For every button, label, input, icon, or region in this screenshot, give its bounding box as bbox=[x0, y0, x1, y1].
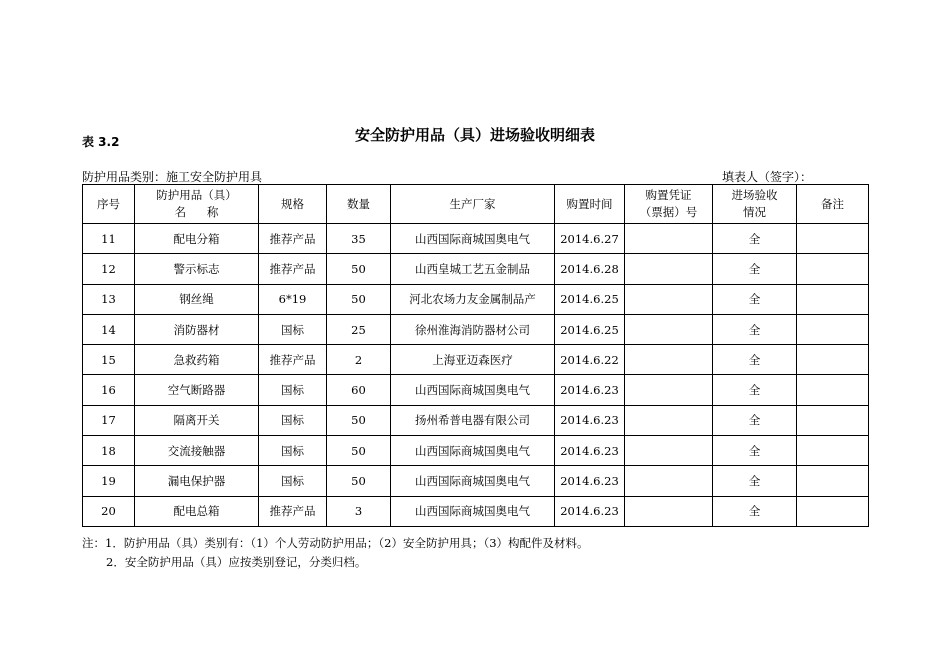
cell-qty: 35 bbox=[327, 224, 391, 254]
cell-manufacturer: 徐州淮海消防器材公司 bbox=[391, 314, 555, 344]
cell-manufacturer: 河北农场力友金属制品产 bbox=[391, 284, 555, 314]
cell-purchase-date: 2014.6.27 bbox=[555, 224, 625, 254]
cell-qty: 50 bbox=[327, 436, 391, 466]
cell-acceptance-status: 全 bbox=[713, 405, 797, 435]
cell-remark bbox=[797, 466, 869, 496]
header-purchase-date: 购置时间 bbox=[555, 185, 625, 224]
acceptance-table bbox=[82, 184, 869, 527]
cell-voucher bbox=[625, 405, 713, 435]
cell-seq: 11 bbox=[83, 224, 135, 254]
cell-remark bbox=[797, 375, 869, 405]
cell-purchase-date: 2014.6.23 bbox=[555, 466, 625, 496]
table-row bbox=[83, 436, 869, 466]
cell-qty: 60 bbox=[327, 375, 391, 405]
cell-manufacturer: 山西国际商城国奥电气 bbox=[391, 466, 555, 496]
cell-product-name: 配电分箱 bbox=[135, 224, 259, 254]
cell-seq: 18 bbox=[83, 436, 135, 466]
table-row bbox=[83, 314, 869, 344]
document-title: 安全防护用品（具）进场验收明细表 bbox=[354, 126, 595, 144]
table-row bbox=[83, 284, 869, 314]
cell-acceptance-status: 全 bbox=[713, 254, 797, 284]
cell-purchase-date: 2014.6.25 bbox=[555, 314, 625, 344]
cell-spec: 国标 bbox=[259, 466, 327, 496]
cell-voucher bbox=[625, 284, 713, 314]
table-row bbox=[83, 345, 869, 375]
category-label: 防护用品类别：施工安全防护用具 bbox=[82, 170, 263, 184]
header-qty: 数量 bbox=[327, 185, 391, 224]
cell-manufacturer: 山西皇城工艺五金制品 bbox=[391, 254, 555, 284]
table-number: 表 3.2 bbox=[82, 135, 120, 149]
cell-purchase-date: 2014.6.23 bbox=[555, 496, 625, 526]
header-remark: 备注 bbox=[797, 185, 869, 224]
cell-voucher bbox=[625, 375, 713, 405]
cell-manufacturer: 山西国际商城国奥电气 bbox=[391, 375, 555, 405]
cell-acceptance-status: 全 bbox=[713, 314, 797, 344]
cell-voucher bbox=[625, 254, 713, 284]
header-product-name-line2: 名称 bbox=[174, 205, 240, 219]
cell-voucher bbox=[625, 496, 713, 526]
cell-acceptance-status: 全 bbox=[713, 284, 797, 314]
cell-spec: 国标 bbox=[259, 405, 327, 435]
cell-product-name: 配电总箱 bbox=[135, 496, 259, 526]
cell-qty: 50 bbox=[327, 405, 391, 435]
cell-product-name: 急救药箱 bbox=[135, 345, 259, 375]
note-1: 注：1．防护用品（具）类别有：（1）个人劳动防护用品；（2）安全防护用具；（3）构配件及材料。 bbox=[82, 536, 589, 550]
cell-seq: 20 bbox=[83, 496, 135, 526]
cell-purchase-date: 2014.6.23 bbox=[555, 436, 625, 466]
header-seq: 序号 bbox=[83, 185, 135, 224]
cell-seq: 12 bbox=[83, 254, 135, 284]
cell-purchase-date: 2014.6.23 bbox=[555, 375, 625, 405]
cell-acceptance-status: 全 bbox=[713, 466, 797, 496]
cell-remark bbox=[797, 254, 869, 284]
cell-product-name: 钢丝绳 bbox=[135, 284, 259, 314]
cell-purchase-date: 2014.6.28 bbox=[555, 254, 625, 284]
cell-manufacturer: 山西国际商城国奥电气 bbox=[391, 436, 555, 466]
cell-remark bbox=[797, 405, 869, 435]
table-row bbox=[83, 466, 869, 496]
cell-qty: 50 bbox=[327, 254, 391, 284]
cell-spec: 国标 bbox=[259, 314, 327, 344]
header-row bbox=[83, 185, 869, 224]
cell-acceptance-status: 全 bbox=[713, 345, 797, 375]
cell-spec: 推荐产品 bbox=[259, 345, 327, 375]
cell-remark bbox=[797, 314, 869, 344]
filler-signature-label: 填表人（签字）： bbox=[722, 170, 813, 184]
header-manufacturer: 生产厂家 bbox=[391, 185, 555, 224]
cell-seq: 19 bbox=[83, 466, 135, 496]
cell-qty: 2 bbox=[327, 345, 391, 375]
cell-remark bbox=[797, 496, 869, 526]
cell-seq: 16 bbox=[83, 375, 135, 405]
cell-purchase-date: 2014.6.23 bbox=[555, 405, 625, 435]
notes-section bbox=[82, 534, 589, 572]
cell-voucher bbox=[625, 224, 713, 254]
cell-acceptance-status: 全 bbox=[713, 375, 797, 405]
note-2: 2．安全防护用品（具）应按类别登记，分类归档。 bbox=[106, 555, 367, 569]
header-status-line2: 情况 bbox=[743, 205, 766, 219]
header-product-name bbox=[135, 185, 259, 224]
cell-product-name: 空气断路器 bbox=[135, 375, 259, 405]
header-acceptance-status bbox=[713, 185, 797, 224]
cell-remark bbox=[797, 284, 869, 314]
cell-purchase-date: 2014.6.25 bbox=[555, 284, 625, 314]
cell-product-name: 交流接触器 bbox=[135, 436, 259, 466]
cell-product-name: 消防器材 bbox=[135, 314, 259, 344]
cell-spec: 6*19 bbox=[259, 284, 327, 314]
cell-voucher bbox=[625, 345, 713, 375]
cell-voucher bbox=[625, 436, 713, 466]
cell-qty: 50 bbox=[327, 466, 391, 496]
cell-remark bbox=[797, 436, 869, 466]
cell-acceptance-status: 全 bbox=[713, 496, 797, 526]
header-product-name-line1: 防护用品（具） bbox=[156, 188, 237, 202]
table-row bbox=[83, 254, 869, 284]
cell-seq: 15 bbox=[83, 345, 135, 375]
cell-voucher bbox=[625, 314, 713, 344]
table-row bbox=[83, 375, 869, 405]
cell-spec: 推荐产品 bbox=[259, 254, 327, 284]
cell-product-name: 漏电保护器 bbox=[135, 466, 259, 496]
cell-remark bbox=[797, 345, 869, 375]
header-voucher bbox=[625, 185, 713, 224]
cell-qty: 3 bbox=[327, 496, 391, 526]
cell-seq: 13 bbox=[83, 284, 135, 314]
table-row bbox=[83, 224, 869, 254]
cell-voucher bbox=[625, 466, 713, 496]
cell-manufacturer: 扬州希普电器有限公司 bbox=[391, 405, 555, 435]
cell-qty: 25 bbox=[327, 314, 391, 344]
header-status-line1: 进场验收 bbox=[731, 188, 778, 202]
header-voucher-line2: （票据）号 bbox=[639, 205, 698, 219]
cell-product-name: 警示标志 bbox=[135, 254, 259, 284]
table-row bbox=[83, 496, 869, 526]
header-voucher-line1: 购置凭证 bbox=[645, 188, 692, 202]
cell-manufacturer: 上海亚迈森医疗 bbox=[391, 345, 555, 375]
cell-acceptance-status: 全 bbox=[713, 224, 797, 254]
cell-manufacturer: 山西国际商城国奥电气 bbox=[391, 224, 555, 254]
cell-seq: 17 bbox=[83, 405, 135, 435]
cell-acceptance-status: 全 bbox=[713, 436, 797, 466]
table-row bbox=[83, 405, 869, 435]
cell-product-name: 隔离开关 bbox=[135, 405, 259, 435]
cell-manufacturer: 山西国际商城国奥电气 bbox=[391, 496, 555, 526]
cell-spec: 推荐产品 bbox=[259, 224, 327, 254]
cell-remark bbox=[797, 224, 869, 254]
cell-purchase-date: 2014.6.22 bbox=[555, 345, 625, 375]
cell-spec: 推荐产品 bbox=[259, 496, 327, 526]
cell-spec: 国标 bbox=[259, 436, 327, 466]
cell-seq: 14 bbox=[83, 314, 135, 344]
cell-qty: 50 bbox=[327, 284, 391, 314]
cell-spec: 国标 bbox=[259, 375, 327, 405]
header-spec: 规格 bbox=[259, 185, 327, 224]
